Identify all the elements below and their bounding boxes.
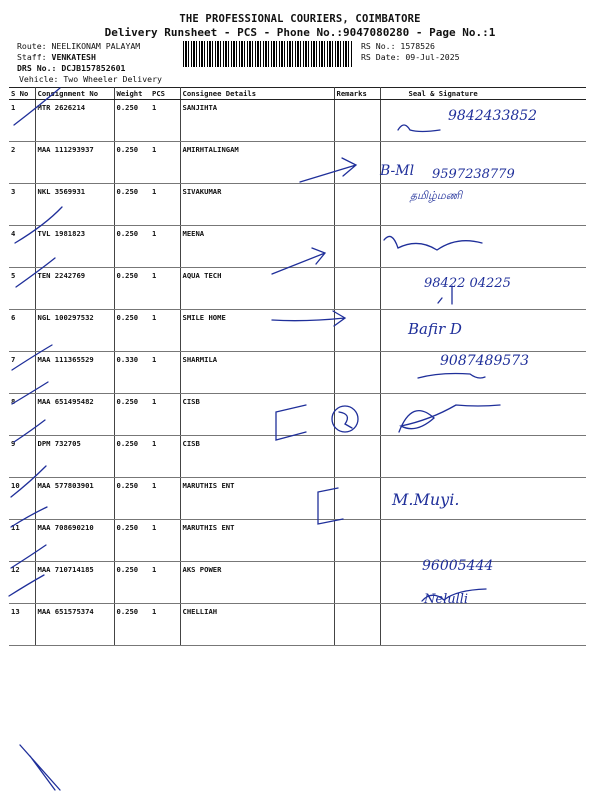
row-sno: 2 <box>9 142 35 184</box>
row-consignee: SHARMILA <box>180 352 334 394</box>
row-consignee: MARUTHIS ENT <box>180 478 334 520</box>
table-row <box>9 268 586 310</box>
delivery-table <box>9 87 586 646</box>
barcode <box>183 41 353 67</box>
table-row <box>9 310 586 352</box>
row-consignee: CHELLIAH <box>180 604 334 646</box>
row-weight: 0.250 <box>114 310 150 352</box>
handwritten-signature: Bafir D <box>408 320 462 338</box>
row-sno: 5 <box>9 268 35 310</box>
staff-name: VENKATESH <box>51 52 96 62</box>
row-signature <box>380 100 586 142</box>
row-weight: 0.250 <box>114 100 150 142</box>
fold-mark <box>20 745 60 790</box>
row-signature <box>380 142 586 184</box>
row-consignee: AQUA TECH <box>180 268 334 310</box>
rs-date: RS Date: 09-Jul-2025 <box>361 52 460 62</box>
route-label: Route: NEELIKONAM PALAYAM <box>17 41 141 51</box>
row-sno: 13 <box>9 604 35 646</box>
row-remarks <box>334 562 380 604</box>
row-sno: 9 <box>9 436 35 478</box>
table-row <box>9 142 586 184</box>
row-weight: 0.250 <box>114 604 150 646</box>
row-sno: 1 <box>9 100 35 142</box>
row-consignee: SIVAKUMAR <box>180 184 334 226</box>
handwritten-phone: 98422 04225 <box>424 276 511 291</box>
row-consignment-no: NGL 100297532 <box>35 310 114 352</box>
row-remarks <box>334 100 380 142</box>
staff-label: Staff: <box>17 52 52 62</box>
table-row <box>9 394 586 436</box>
row-remarks <box>334 352 380 394</box>
table-body <box>9 100 586 646</box>
table-row <box>9 604 586 646</box>
row-remarks <box>334 604 380 646</box>
handwritten-phone: 9842433852 <box>448 108 538 124</box>
row-consignee: AKS POWER <box>180 562 334 604</box>
row-remarks <box>334 478 380 520</box>
handwritten-phone: 9597238779 <box>432 167 515 182</box>
table-row <box>9 478 586 520</box>
row-pcs: 1 <box>150 100 180 142</box>
row-weight: 0.250 <box>114 142 150 184</box>
row-pcs: 1 <box>150 394 180 436</box>
row-pcs: 1 <box>150 184 180 226</box>
vehicle-label: Vehicle: Two Wheeler Delivery <box>19 74 162 84</box>
row-weight: 0.250 <box>114 394 150 436</box>
row-consignment-no: MAA 111293937 <box>35 142 114 184</box>
row-signature <box>380 226 586 268</box>
row-sno: 4 <box>9 226 35 268</box>
row-consignment-no: MAA 651495482 <box>35 394 114 436</box>
header-signature: Seal & Signature <box>380 88 586 100</box>
row-consignee: AMIRHTALINGAM <box>180 142 334 184</box>
row-sno: 10 <box>9 478 35 520</box>
row-signature <box>380 352 586 394</box>
handwritten-signature: தமிழ்மணி <box>410 189 463 202</box>
row-weight: 0.250 <box>114 184 150 226</box>
staff-line <box>17 52 96 62</box>
row-consignment-no: MAA 651575374 <box>35 604 114 646</box>
row-consignment-no: MAA 708690210 <box>35 520 114 562</box>
drs-number: DRS No.: DCJB157852601 <box>17 63 126 73</box>
row-remarks <box>334 184 380 226</box>
row-sno: 3 <box>9 184 35 226</box>
row-consignment-no: NKL 3569931 <box>35 184 114 226</box>
header-remarks: Remarks <box>334 88 380 100</box>
row-weight: 0.250 <box>114 268 150 310</box>
row-sno: 12 <box>9 562 35 604</box>
table-header-row <box>9 88 586 100</box>
row-signature <box>380 436 586 478</box>
row-pcs: 1 <box>150 142 180 184</box>
row-pcs: 1 <box>150 478 180 520</box>
row-signature <box>380 268 586 310</box>
table-row <box>9 184 586 226</box>
row-consignee: SMILE HOME <box>180 310 334 352</box>
row-consignment-no: MAA 710714185 <box>35 562 114 604</box>
row-consignment-no: TVL 1981823 <box>35 226 114 268</box>
rs-number: RS No.: 1578526 <box>361 41 435 51</box>
row-consignee: CISB <box>180 394 334 436</box>
handwritten-signature: Nelulli <box>424 592 469 607</box>
row-remarks <box>334 520 380 562</box>
row-consignment-no: DPM 732705 <box>35 436 114 478</box>
handwritten-phone: 9087489573 <box>440 353 530 369</box>
row-signature <box>380 310 586 352</box>
row-sno: 11 <box>9 520 35 562</box>
row-consignment-no: MAA 111365529 <box>35 352 114 394</box>
row-consignee: MEENA <box>180 226 334 268</box>
row-consignment-no: TEN 2242769 <box>35 268 114 310</box>
row-pcs: 1 <box>150 352 180 394</box>
header-consignment: Consignment No <box>35 88 114 100</box>
runsheet-subtitle: Delivery Runsheet - PCS - Phone No.:9047080280 - Page No.:1 <box>104 26 496 39</box>
row-pcs: 1 <box>150 562 180 604</box>
row-consignment-no: MTR 2626214 <box>35 100 114 142</box>
header-pcs: PCS <box>150 88 180 100</box>
header-consignee: Consignee Details <box>180 88 334 100</box>
table-row <box>9 352 586 394</box>
row-remarks <box>334 142 380 184</box>
row-weight: 0.250 <box>114 478 150 520</box>
row-consignee: SANJIHTA <box>180 100 334 142</box>
table-row <box>9 562 586 604</box>
row-remarks <box>334 310 380 352</box>
row-signature <box>380 478 586 520</box>
row-signature <box>380 604 586 646</box>
row-consignee: CISB <box>180 436 334 478</box>
row-pcs: 1 <box>150 226 180 268</box>
row-weight: 0.250 <box>114 436 150 478</box>
table-row <box>9 436 586 478</box>
row-weight: 0.330 <box>114 352 150 394</box>
table-row <box>9 226 586 268</box>
row-signature <box>380 520 586 562</box>
company-title: THE PROFESSIONAL COURIERS, COIMBATORE <box>179 13 421 25</box>
handwritten-signature: M.Muyi. <box>392 490 460 509</box>
row-pcs: 1 <box>150 604 180 646</box>
row-signature <box>380 562 586 604</box>
row-pcs: 1 <box>150 520 180 562</box>
row-signature <box>380 184 586 226</box>
row-remarks <box>334 226 380 268</box>
row-pcs: 1 <box>150 268 180 310</box>
row-consignee: MARUTHIS ENT <box>180 520 334 562</box>
row-sno: 7 <box>9 352 35 394</box>
row-weight: 0.250 <box>114 562 150 604</box>
table-row <box>9 100 586 142</box>
row-sno: 8 <box>9 394 35 436</box>
row-weight: 0.250 <box>114 226 150 268</box>
handwritten-phone: 96005444 <box>422 558 494 574</box>
row-remarks <box>334 436 380 478</box>
row-weight: 0.250 <box>114 520 150 562</box>
row-remarks <box>334 394 380 436</box>
table-row <box>9 520 586 562</box>
row-remarks <box>334 268 380 310</box>
handwritten-signature: B-Ml <box>380 163 415 179</box>
header-sno: S No <box>9 88 35 100</box>
row-signature <box>380 394 586 436</box>
row-sno: 6 <box>9 310 35 352</box>
row-pcs: 1 <box>150 436 180 478</box>
header-weight: Weight <box>114 88 150 100</box>
row-pcs: 1 <box>150 310 180 352</box>
row-consignment-no: MAA 577803901 <box>35 478 114 520</box>
